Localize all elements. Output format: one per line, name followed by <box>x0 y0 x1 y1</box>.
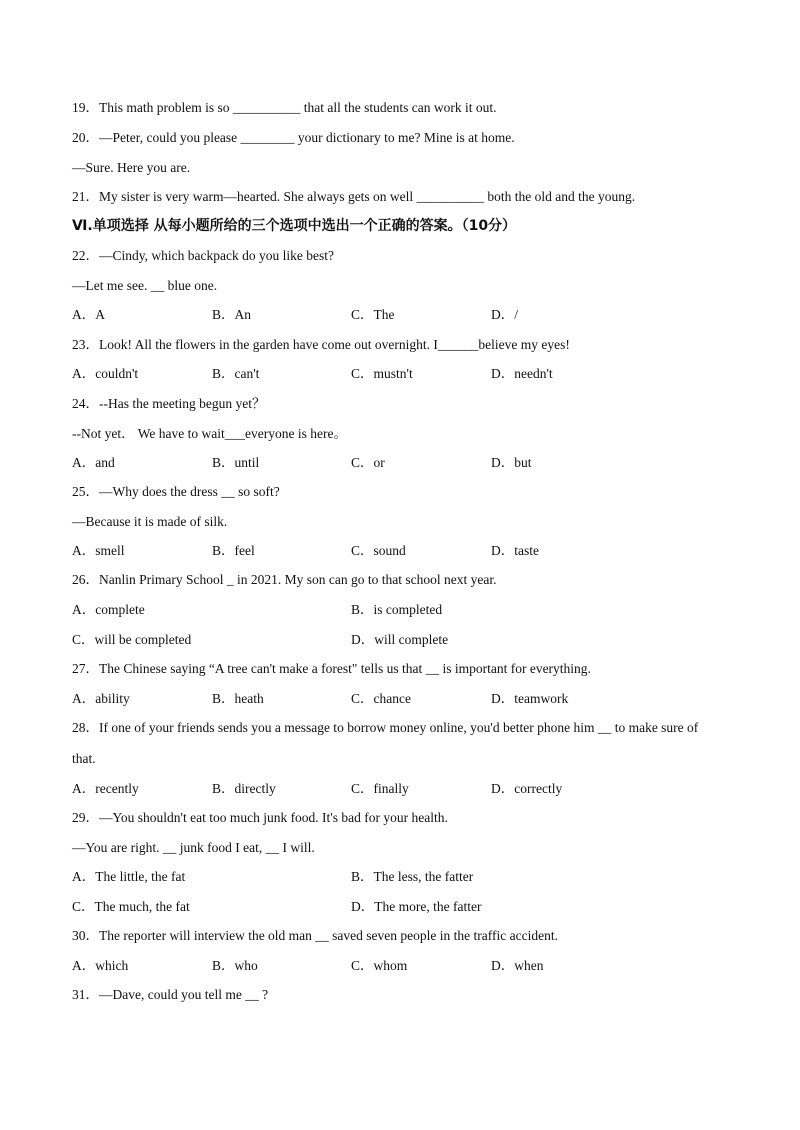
answer-option: B．until <box>212 455 260 470</box>
answer-option: C．or <box>351 455 385 470</box>
answer-option: C．will be completed <box>72 632 192 647</box>
question-line: 25．—Why does the dress __ so soft? <box>72 484 280 499</box>
answer-option: D．The more, the fatter <box>351 899 482 914</box>
question-line: —Because it is made of silk. <box>72 514 228 529</box>
answer-option: C．sound <box>351 543 406 558</box>
answer-option: D．needn't <box>491 366 553 381</box>
answer-option: D．teamwork <box>491 691 569 706</box>
answer-option: A．complete <box>72 602 145 617</box>
answer-option: B．is completed <box>351 602 443 617</box>
answer-option: D．when <box>491 958 544 973</box>
question-line: --Not yet． We have to wait___everyone is here。 <box>72 426 347 441</box>
answer-option: A．couldn't <box>72 366 139 381</box>
answer-option: D．taste <box>491 543 539 558</box>
question-line: 20．—Peter, could you please ________ your dictionary to me? Mine is at home. <box>72 130 515 145</box>
answer-option: D．will complete <box>351 632 449 647</box>
answer-option: A．ability <box>72 691 130 706</box>
question-line: 27．The Chinese saying “A tree can't make a forest" tells us that __ is important for everything. <box>72 661 591 676</box>
answer-option: C．finally <box>351 781 409 796</box>
question-line: —You are right. __ junk food I eat, __ I will. <box>72 840 315 855</box>
answer-option: D．but <box>491 455 532 470</box>
answer-option: B．who <box>212 958 258 973</box>
question-line: 22．—Cindy, which backpack do you like best? <box>72 248 334 263</box>
question-line: 24．--Has the meeting begun yet？ <box>72 396 266 411</box>
answer-option: B．heath <box>212 691 264 706</box>
answer-option: C．whom <box>351 958 408 973</box>
question-line: 31．—Dave, could you tell me __ ? <box>72 987 269 1002</box>
answer-option: D．/ <box>491 307 518 322</box>
answer-option: C．The much, the fat <box>72 899 190 914</box>
question-line: 26．Nanlin Primary School _ in 2021. My son can go to that school next year. <box>72 572 497 587</box>
question-line: —Let me see. __ blue one. <box>72 278 218 293</box>
question-line: 30．The reporter will interview the old man __ saved seven people in the traffic accident. <box>72 928 558 943</box>
section-heading: Ⅵ.单项选择 从每小题所给的三个选项中选出一个正确的答案。（10分） <box>72 218 517 234</box>
answer-option: B．directly <box>212 781 276 796</box>
question-line: —Sure. Here you are. <box>72 160 191 175</box>
answer-option: D．correctly <box>491 781 563 796</box>
answer-option: A．and <box>72 455 115 470</box>
answer-option: A．A <box>72 307 105 322</box>
answer-option: A．recently <box>72 781 139 796</box>
answer-option: C．mustn't <box>351 366 413 381</box>
answer-option: C．The <box>351 307 395 322</box>
answer-option: B．An <box>212 307 252 322</box>
answer-option: A．The little, the fat <box>72 869 186 884</box>
question-line: 23．Look! All the flowers in the garden have come out overnight. I______believe my eyes! <box>72 337 570 352</box>
question-line: 28．If one of your friends sends you a message to borrow money online, you'd better phone him __ to make sure of <box>72 720 699 735</box>
answer-option: C．chance <box>351 691 411 706</box>
answer-option: B．feel <box>212 543 255 558</box>
question-line: 19．This math problem is so __________ that all the students can work it out. <box>72 100 497 115</box>
question-line: that. <box>72 751 96 766</box>
answer-option: B．can't <box>212 366 260 381</box>
answer-option: A．which <box>72 958 129 973</box>
answer-option: A．smell <box>72 543 125 558</box>
question-line: 29．—You shouldn't eat too much junk food. It's bad for your health. <box>72 810 448 825</box>
question-line: 21．My sister is very warm—hearted. She always gets on well __________ both the old and the young. <box>72 189 636 204</box>
answer-option: B．The less, the fatter <box>351 869 474 884</box>
